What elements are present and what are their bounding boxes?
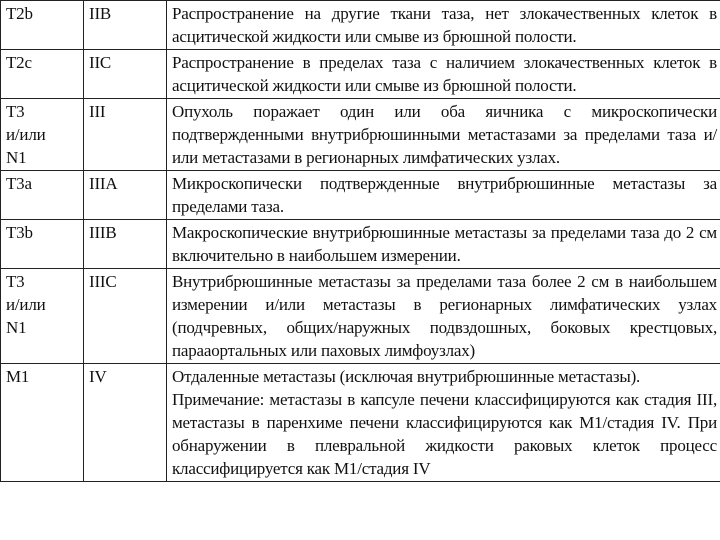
- description-cell: Опухоль поражает один или оба яичника с микроскопически подтвержденными внутрибрюшинными метастазами за пределами таза и/или метастазами в регионарных лимфатических узлах.: [167, 99, 720, 171]
- tnm-cell: T3 и/или N1: [1, 269, 84, 364]
- description-cell: Распространение в пределах таза с наличием злокачественных клеток в асцитической жидкости или смыве из брюшной полости.: [167, 50, 720, 99]
- figo-stage-cell: IV: [84, 364, 167, 482]
- figo-stage-cell: IIIA: [84, 171, 167, 220]
- figo-stage-cell: IIB: [84, 1, 167, 50]
- table-row: [1, 364, 720, 482]
- tnm-cell: T2b: [1, 1, 84, 50]
- description-cell: Распространение на другие ткани таза, нет злокачественных клеток в асцитической жидкости или смыве из брюшной полости.: [167, 1, 720, 50]
- description-cell: Внутрибрюшинные метастазы за пределами таза более 2 см в наибольшем измерении и/или метастазы в регионарных лимфатических узлах (подчревных, общих/наружных подвздошных, боковых крестцовых, парааортальных или паховых лимфоузлах): [167, 269, 720, 364]
- description-cell: [167, 364, 720, 482]
- tnm-cell: T3a: [1, 171, 84, 220]
- table-row: [1, 50, 720, 99]
- description-cell: Микроскопически подтвержденные внутрибрюшинные метастазы за пределами таза.: [167, 171, 720, 220]
- note-text: Примечание: метастазы в капсуле печени классифицируются как стадия III, метастазы в паренхиме печени классифицируются как M1/стадия IV. При обнаружении в плевральной жидкости раковых клеток процесс классифицируется как M1/стадия IV: [172, 390, 717, 478]
- tnm-cell: M1: [1, 364, 84, 482]
- tnm-cell: T3 и/или N1: [1, 99, 84, 171]
- table-row: [1, 1, 720, 50]
- figo-stage-cell: IIIC: [84, 269, 167, 364]
- figo-stage-cell: IIIB: [84, 220, 167, 269]
- figo-stage-cell: IIC: [84, 50, 167, 99]
- table-row: [1, 269, 720, 364]
- tnm-cell: T3b: [1, 220, 84, 269]
- table-row: [1, 171, 720, 220]
- table-row: [1, 220, 720, 269]
- table-row: [1, 99, 720, 171]
- tnm-cell: T2c: [1, 50, 84, 99]
- description-cell: Макроскопические внутрибрюшинные метастазы за пределами таза до 2 см включительно в наибольшем измерении.: [167, 220, 720, 269]
- description-text: Отдаленные метастазы (исключая внутрибрюшинные метастазы).: [172, 367, 641, 386]
- figo-stage-cell: III: [84, 99, 167, 171]
